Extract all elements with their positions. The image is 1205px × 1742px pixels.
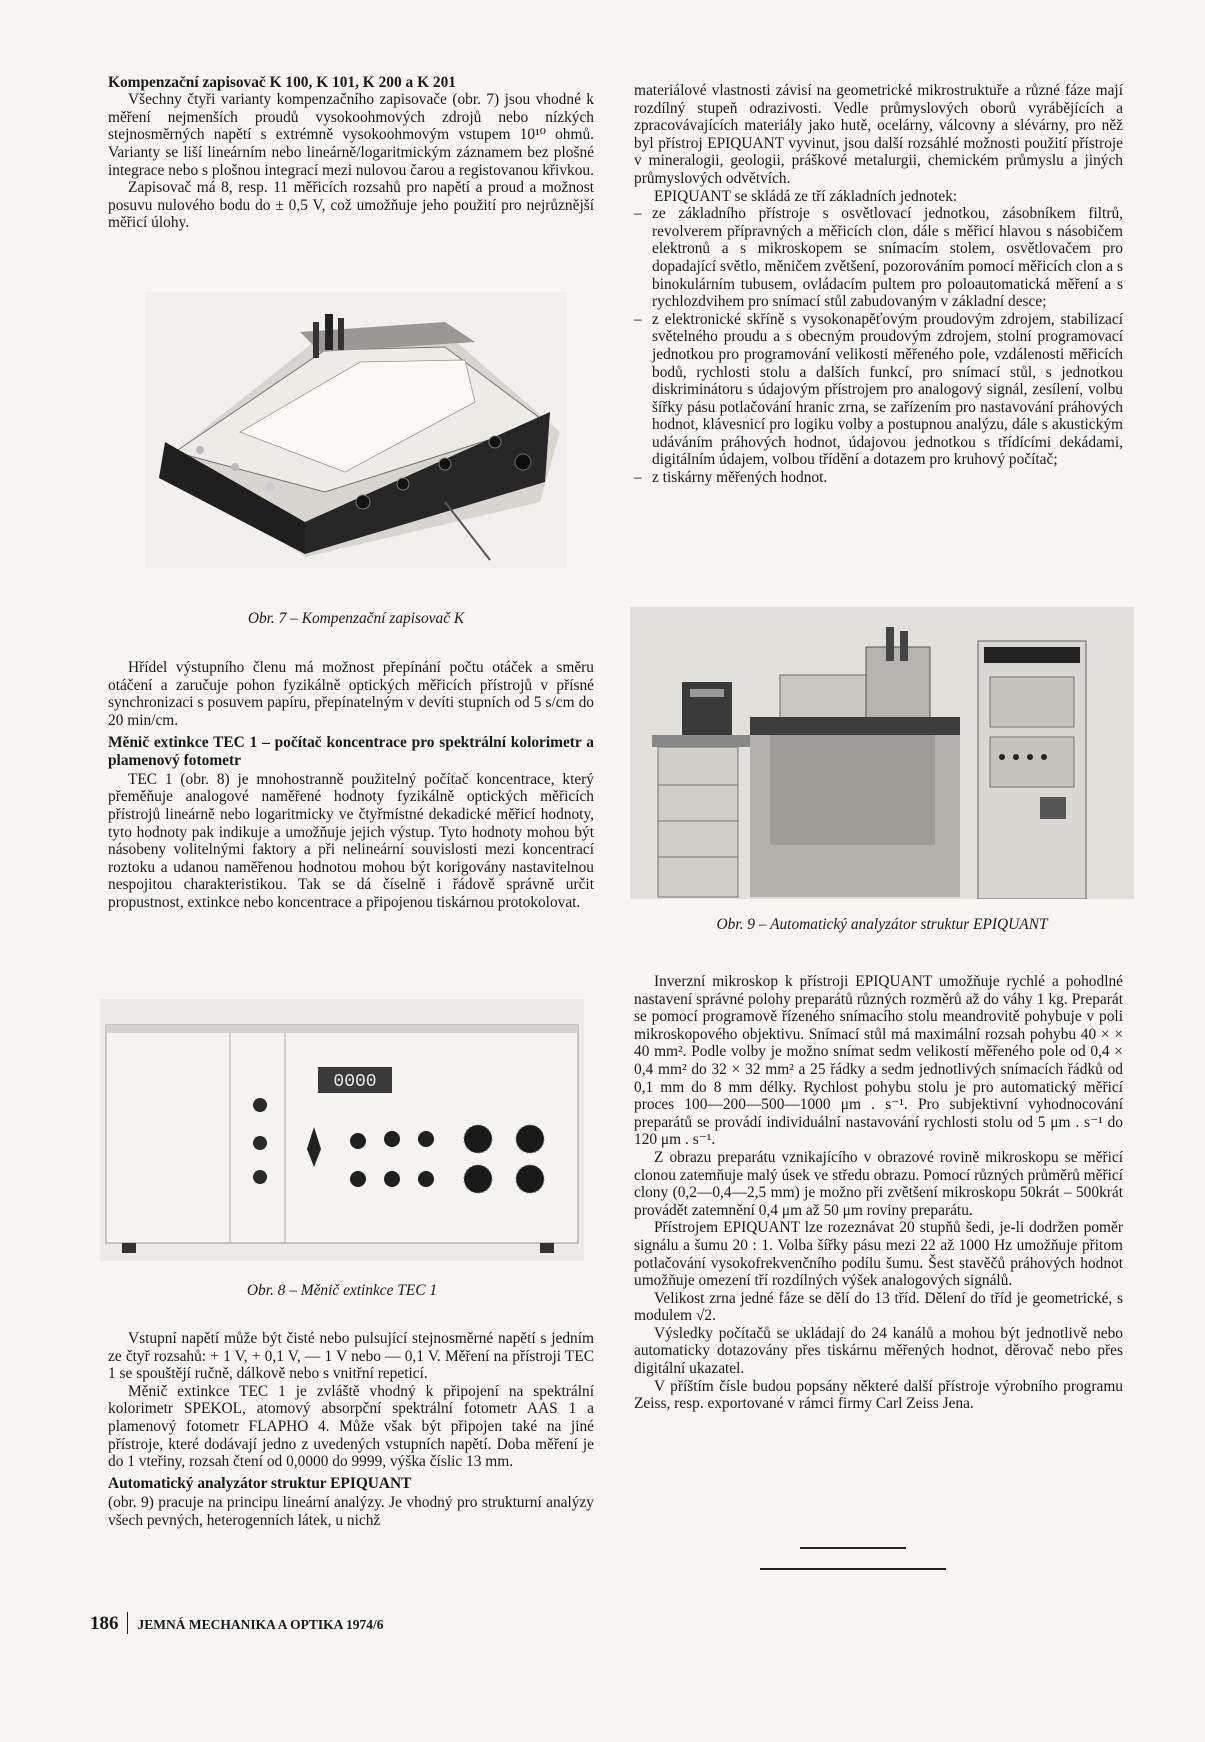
paragraph: Zapisovač má 8, resp. 11 měřicích rozsahů pro napětí a proud a možnost posuvu nulového bodu do ± 0,5 V, což umožňuje jeho použití pro nejrůznější měřicí úlohy. (108, 179, 594, 232)
list-item: – ze základního přístroje s osvětlovací jednotkou, zásobníkem filtrů, revolverem přípravných a měřicích clon, dále s měřicí hlavou s násobičem elektronů a s mikroskopem se snímacím stolem, osvětlovačem pro dopadající světlo, měničem zvětšení, pozorováním pomocí měřicích clon a s binokulárním tubusem, ovládacím pultem pro poloautomatická měření a s rychlozdvihem pro snímací stůl zabudovaným v základní desce; (634, 205, 1123, 311)
figure-7-caption: Obr. 7 – Kompenzační zapisovač K (247, 610, 465, 627)
paragraph: TEC 1 (obr. 8) je mnohostranně použitelný počítač koncentrace, který přeměňuje analogové naměřené hodnoty fyzikálně optických měřicích přístrojů lineárně nebo logaritmicky ve čtyřmístné dekadické měřicí hodnoty, tyto hodnoty pak indikuje a umožňuje jejich výstup. Tyto hodnoty mohou být násobeny volitelnými faktory a při nelineární souvislosti mezi koncentrací roztoku a udanou naměřenou hodnotou mohou být korigovány nastavitelnou nespojitou charakteristikou. Tak se dá číselně i řádově správně určit propustnost, extinkce nebo koncentrace a připojenou tiskárnou protokolovat. (108, 770, 594, 911)
journal-name: JEMNÁ MECHANIKA A OPTIKA 1974/6 (137, 1617, 384, 1632)
footer-divider (127, 1612, 128, 1634)
list-item: – z tiskárny měřených hodnot. (634, 469, 1123, 487)
paragraph: Z obrazu preparátu vznikajícího v obrazové rovině mikroskopu se měřicí clonou zatemňuje malý úsek ve středu obrazu. Pomocí různých průměrů měřicí clony (0,2—0,4—2,5 mm) je možno při zvětšení mikroskopu 50krát – 500krát provádět zatemnění 0,4 μm až 50 μm roviny preparátu. (634, 1148, 1123, 1219)
paragraph: Přístrojem EPIQUANT lze rozeznávat 20 stupňů šedi, je-li dodržen poměr signálu a šumu 20 : 1. Volba šířky pásu mezi 22 až 1000 Hz umožňuje přitom potlačování vysokofrekvenčního podílu šumu. Šest stavěčů práhových hodnot umožňuje omezení tří rozdílných výšek analogových signálů. (634, 1219, 1123, 1290)
list-item: – z elektronické skříně s vysokonapěťovým proudovým zdrojem, stabilizací světelného proudu a s obecným proudovým zdrojem, stolní programovací jednotkou pro programování velikosti měřeného pole, vzdálenosti měřicích bodů, rychlosti stolu a dalších funkcí, pro snímací stůl, s jednotkou diskriminátoru s údajovým přístrojem pro analogový signál, zesílení, volbu šířky pásu potlačování hranic zrna, se zařízením pro nastavování práhových hodnot, klávesnicí pro logiku volby a postupnou analýzu, dále s akustickým udáváním práhových hodnot, údajovou jednotkou s třídícími dekádami, digitálním údajem, volbou třídění a dotazem pro kruhový počítač; (634, 311, 1123, 469)
paragraph: (obr. 9) pracuje na principu lineární analýzy. Je vhodný pro strukturní analýzy všech pevných, heterogenních látek, u nichž (108, 1493, 594, 1529)
page-footer (90, 1612, 384, 1635)
paragraph: Všechny čtyři varianty kompenzačního zapisovače (obr. 7) jsou vhodné k měření nejmenších proudů vysokoohmových zdrojů nebo nízkých stejnosměrných napětí s extrémně vysokoohmovým vstupem 10¹⁰ ohmů. Varianty se liší lineárním nebo lineárně/logaritmickým záznamem bez plošné integrace nebo s plošnou integrací mezi nulovou čarou a registovanou křivkou. (108, 91, 594, 179)
page-number: 186 (90, 1613, 119, 1634)
heading-tec1: Měnič extinkce TEC 1 – počítač koncentrace pro spektrální kolorimetr a plamenový fotometr (108, 734, 594, 769)
paragraph: Měnič extinkce TEC 1 je zvláště vhodný k připojení na spektrální kolorimetr SPEKOL, atomový absorpční spektrální fotometr AAS 1 a plamenový fotometr FLAPHO 4. Může však být připojen také na jiné přístroje, které dodávají jedno z uvedených vstupních napětí. Doba měření je do 1 vteřiny, rozsah čtení od 0,0000 do 9999, výška číslic 13 mm. (108, 1382, 594, 1471)
paragraph: Výsledky počítačů se ukládají do 24 kanálů a mohou být jednotlivě nebo automaticky dotazovány přes tiskárnu měřených hodnot, děrovač nebo přes digitální ukazatel. (634, 1324, 1123, 1378)
paragraph: materiálové vlastnosti závisí na geometrické mikrostruktuře a různé fáze mají rozdílný stupeň odrazivosti. Vedle průmyslových oborů vyrábějících a zpracovávajících materiály jako hutě, ocelárny, válcovny a slévárny, pro něž byl přístroj EPIQUANT vyvinut, jsou další rozsáhlé možnosti použití přístroje v mineralogii, geologii, práškové metalurgii, chemickém průmyslu a jiných průmyslových odvětvích. (634, 82, 1123, 187)
section-tec1 (108, 659, 594, 912)
heading-epiquant: Automatický analyzátor struktur EPIQUANT (108, 1474, 412, 1492)
figure-8-caption: Obr. 8 – Měnič extinkce TEC 1 (246, 1282, 438, 1299)
figure-7-recorder-photo (145, 292, 567, 568)
figure-9-epiquant-photo (630, 607, 1134, 899)
section-tec1-continued (108, 1330, 594, 1529)
section-compensation-recorder (108, 74, 594, 232)
end-rule-bottom (760, 1568, 946, 1570)
figure-9-caption: Obr. 9 – Automatický analyzátor struktur EPIQUANT (716, 916, 1048, 933)
paragraph: Hřídel výstupního členu má možnost přepínání počtu otáček a směru otáčení a zaručuje pohon fyzikálně optických měřicích přístrojů v přísné synchronizaci s posuvem papíru, přepínatelným v devíti stupních od 5 s/cm do 20 min/cm. (108, 659, 594, 729)
tec1-display-digits: 0000 (333, 1072, 377, 1092)
paragraph: Velikost zrna jedné fáze se dělí do 13 tříd. Dělení do tříd je geometrické, s modulem √2. (634, 1289, 1123, 1325)
end-rule-top (800, 1547, 906, 1549)
section-epiquant-continued (634, 973, 1123, 1413)
paragraph: Vstupní napětí může být čisté nebo pulsující stejnosměrné napětí s jedním ze čtyř rozsahů: + 1 V, + 0,1 V, — 1 V nebo — 0,1 V. Měření na přístroji TEC 1 se spouštějí ručně, dálkově nebo s vnitřní repeticí. (108, 1330, 594, 1383)
section-epiquant (634, 82, 1123, 487)
paragraph: EPIQUANT se skládá ze tří základních jednotek: (654, 187, 958, 205)
paragraph: V příštím čísle budou popsány některé další přístroje výrobního programu Zeiss, resp. exportované v rámci firmy Carl Zeiss Jena. (634, 1377, 1123, 1413)
heading-compensation-recorder: Kompenzační zapisovač K 100, K 101, K 200 a K 201 (108, 74, 456, 91)
epiquant-units-list (634, 205, 1123, 487)
figure-8-tec1-photo (100, 999, 584, 1261)
paragraph: Inverzní mikroskop k přístroji EPIQUANT umožňuje rychlé a pohodlné nastavení správné polohy preparátů různých rozměrů až do váhy 1 kg. Preparát se pomocí programově řízeného snímacího stolu meandrovitě pohybuje v poli mikroskopového objektivu. Snímací stůl má maximální rozsah pohybu 40 × × 40 mm². Podle volby je možno snímat sedm velikostí měřeného pole od 0,4 × 0,4 mm² do 32 × 32 mm² a 25 řádky a sedm jednotlivých snímacích řádků od 0,1 mm do 8 mm délky. Rychlost pohybu stolu je pro automatický měřicí proces 100—200—500—1000 μm . s⁻¹. Pro subjektivní vyhodnocování preparátů se provádí individuální nastavování rychlosti stolu od 5 μm . s⁻¹ do 120 μm . s⁻¹. (634, 973, 1123, 1149)
